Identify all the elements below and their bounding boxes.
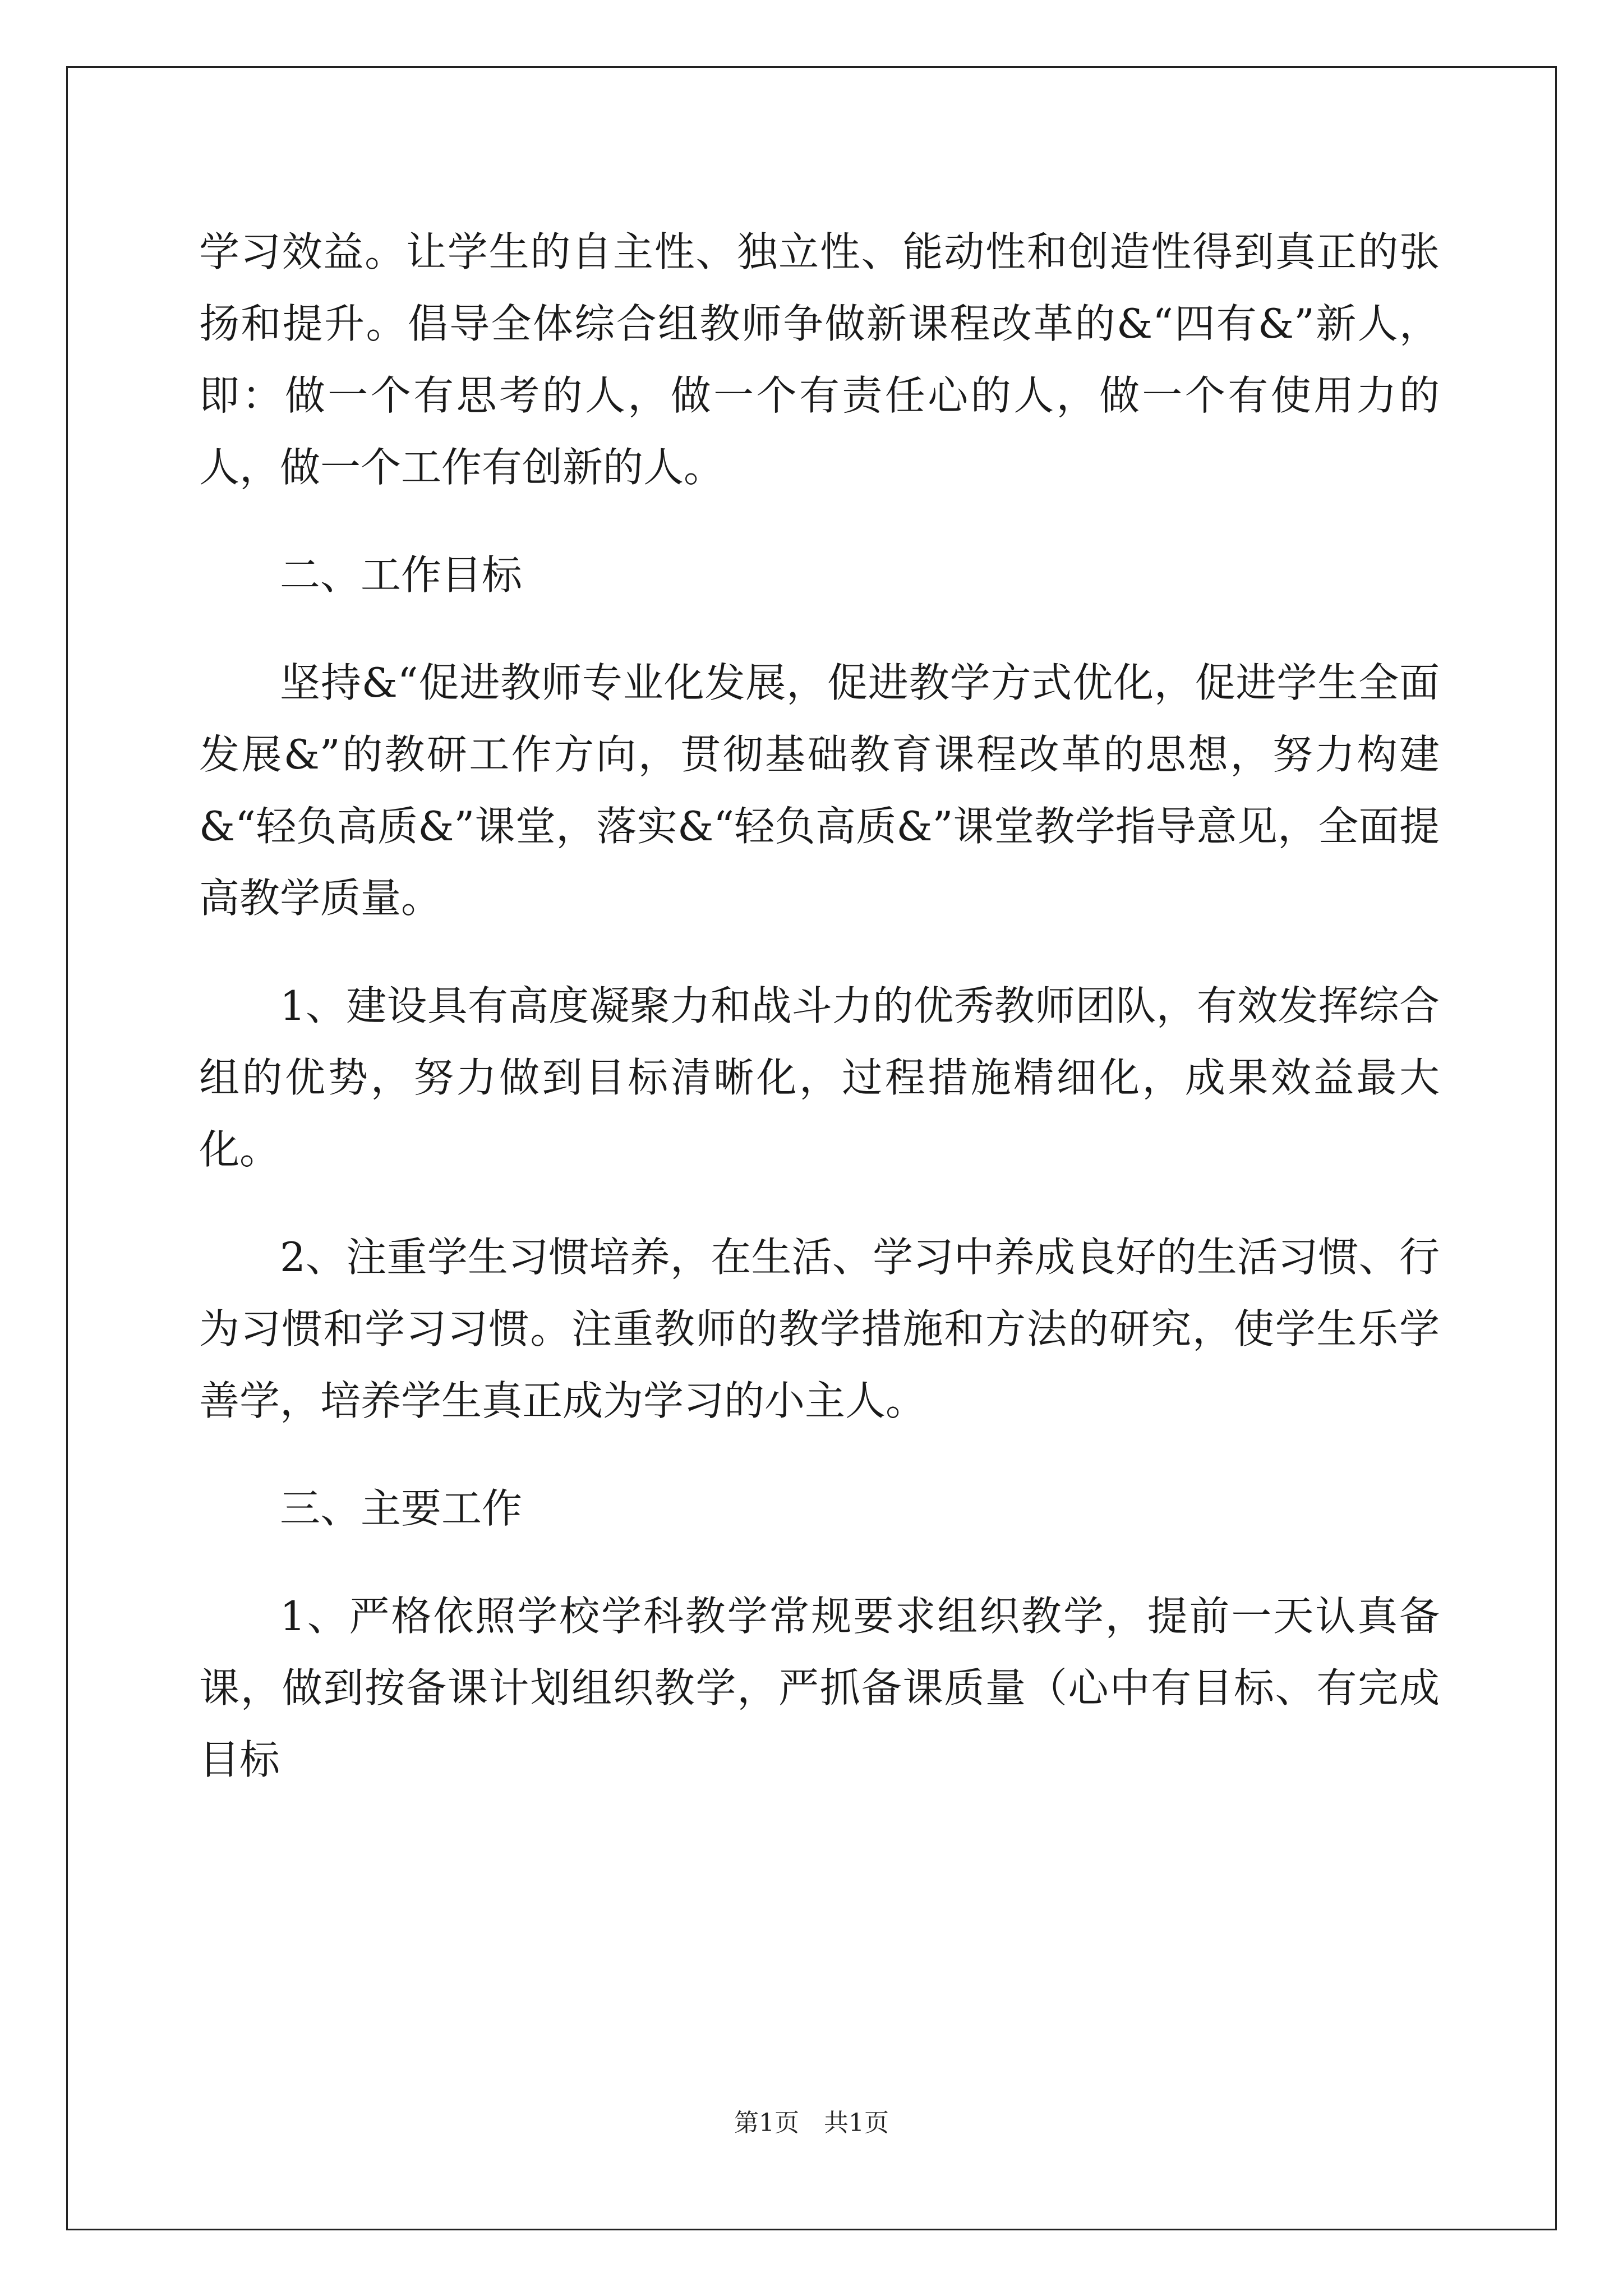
paragraph-goals-intro: 坚持&“促进教师专业化发展，促进教学方式优化，促进学生全面发展&”的教研工作方向，贯彻基础教育课程改革的思想，努力构建&“轻负高质&”课堂，落实&“轻负高质&”课堂教学指导意见，全面提高教学质量。 <box>199 659 1440 922</box>
section-heading-main-work: 三、主要工作 <box>280 1485 523 1532</box>
paragraph-goal-1: 1、建设具有高度凝聚力和战斗力的优秀教师团队，有效发挥综合组的优势，努力做到目标清晰化，过程措施精细化，成果效益最大化。 <box>199 982 1440 1173</box>
paragraph-work-1: 1、严格依照学校学科教学常规要求组织教学，提前一天认真备课，做到按备课计划组织教学，严抓备课质量（心中有目标、有完成目标 <box>199 1593 1440 1783</box>
paragraph-goal-2: 2、注重学生习惯培养，在生活、学习中养成良好的生活习惯、行为习惯和学习习惯。注重教师的教学措施和方法的研究，使学生乐学善学，培养学生真正成为学习的小主人。 <box>199 1234 1440 1424</box>
page-footer: 第1页 共1页 <box>734 2109 889 2137</box>
paragraph-continuation: 学习效益。让学生的自主性、独立性、能动性和创造性得到真正的张扬和提升。倡导全体综合组教师争做新课程改革的&“四有&”新人，即：做一个有思考的人，做一个有责任心的人，做一个有使用力的人，做一个工作有创新的人。 <box>199 228 1440 491</box>
document-body <box>199 216 1440 1832</box>
section-heading-goals: 二、工作目标 <box>280 551 523 599</box>
